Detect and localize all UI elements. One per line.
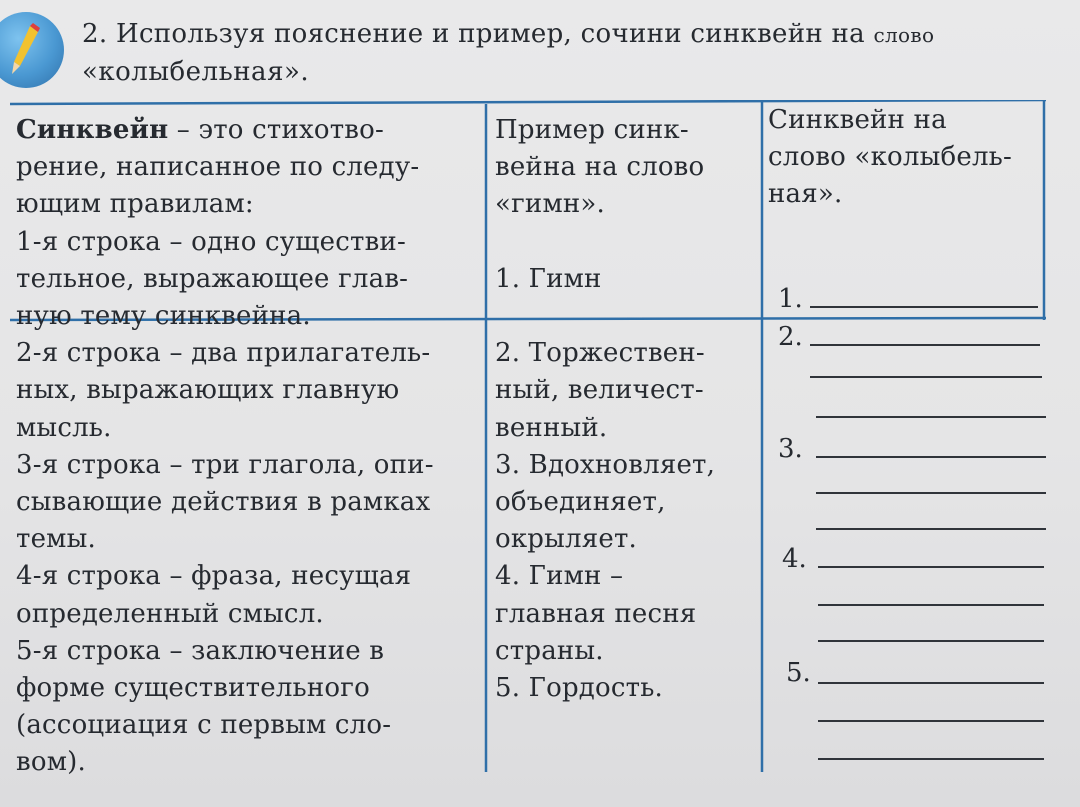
answer-header-line: слово «колыбель- bbox=[768, 142, 1013, 173]
rules-line: ющим правилам: bbox=[16, 189, 254, 220]
example-item: 1. Гимн bbox=[495, 263, 602, 294]
answer-blank-1[interactable] bbox=[810, 306, 1038, 308]
example-item: страны. bbox=[495, 635, 604, 666]
rules-line: мысль. bbox=[16, 412, 112, 443]
answer-blank-3b[interactable] bbox=[816, 492, 1046, 494]
answer-blank-2b[interactable] bbox=[810, 376, 1042, 378]
rules-line: тельное, выражающее глав- bbox=[16, 263, 409, 294]
answer-number-4: 4. bbox=[782, 544, 807, 574]
answer-blank-5[interactable] bbox=[818, 682, 1044, 684]
answer-header-line: ная». bbox=[768, 179, 843, 210]
example-header-line: вейна на слово bbox=[495, 152, 705, 183]
rules-line: вом). bbox=[16, 747, 86, 778]
rules-column bbox=[16, 112, 486, 782]
example-item: 4. Гимн – bbox=[495, 561, 624, 592]
sinquain-table bbox=[10, 100, 1046, 778]
example-item: 2. Торжествен- bbox=[495, 338, 705, 369]
rules-line: 2-я строка – два прилагатель- bbox=[16, 338, 431, 369]
pencil-icon bbox=[6, 22, 46, 78]
example-header-line: Пример синк- bbox=[495, 115, 689, 145]
rules-line: сывающие действия в рамках bbox=[16, 487, 431, 518]
example-item: главная песня bbox=[495, 598, 697, 629]
answer-blank-2[interactable] bbox=[810, 344, 1040, 346]
answer-blank-4b[interactable] bbox=[818, 604, 1044, 606]
example-column bbox=[495, 112, 765, 707]
rules-line: 4-я строка – фраза, несущая bbox=[16, 561, 412, 592]
rules-line: ную тему синквейна. bbox=[16, 301, 311, 332]
answer-number-2: 2. bbox=[778, 322, 803, 352]
example-item: объединяет, bbox=[495, 487, 666, 518]
task-text bbox=[82, 16, 934, 91]
rules-line: форме существительного bbox=[16, 673, 370, 704]
task-icon bbox=[0, 12, 64, 88]
example-item: 5. Гордость. bbox=[495, 673, 664, 704]
example-item: окрыляет. bbox=[495, 524, 637, 555]
task-line-1: 2. Используя пояснение и пример, сочини синквейн на слово bbox=[82, 19, 935, 49]
example-item: венный. bbox=[495, 412, 608, 443]
example-item: ный, величест- bbox=[495, 375, 704, 406]
example-item: 3. Вдохновляет, bbox=[495, 449, 716, 480]
task-line-2: «колыбельная». bbox=[82, 57, 310, 87]
rules-line: темы. bbox=[16, 524, 96, 555]
rules-line-1: Синквейн – это стихотво- bbox=[16, 115, 384, 145]
answer-blank-3[interactable] bbox=[816, 456, 1046, 458]
rules-line: 5-я строка – заключение в bbox=[16, 635, 385, 666]
rules-line: (ассоциация с первым сло- bbox=[16, 710, 392, 741]
answer-number-5: 5. bbox=[786, 658, 811, 688]
answer-blank-4c[interactable] bbox=[818, 640, 1044, 642]
answer-blank-5c[interactable] bbox=[818, 758, 1044, 760]
answer-number-3: 3. bbox=[778, 434, 803, 464]
answer-blank-5b[interactable] bbox=[818, 720, 1044, 722]
example-spacer bbox=[495, 224, 765, 261]
rules-line: рение, написанное по следу- bbox=[16, 152, 420, 183]
rules-line: 3-я строка – три глагола, опи- bbox=[16, 449, 434, 480]
rules-line: 1-я строка – одно существи- bbox=[16, 226, 406, 257]
example-spacer bbox=[495, 298, 765, 335]
answer-blank-3c[interactable] bbox=[816, 528, 1046, 530]
rules-line: определенный смысл. bbox=[16, 598, 324, 629]
rules-line: ных, выражающих главную bbox=[16, 375, 400, 406]
answer-blank-4[interactable] bbox=[818, 566, 1044, 568]
answer-blank-2c[interactable] bbox=[816, 416, 1046, 418]
example-header-line: «гимн». bbox=[495, 189, 605, 220]
answer-header-line: Синквейн на bbox=[768, 105, 947, 135]
answer-column bbox=[768, 102, 1048, 214]
answer-number-1: 1. bbox=[778, 284, 803, 314]
